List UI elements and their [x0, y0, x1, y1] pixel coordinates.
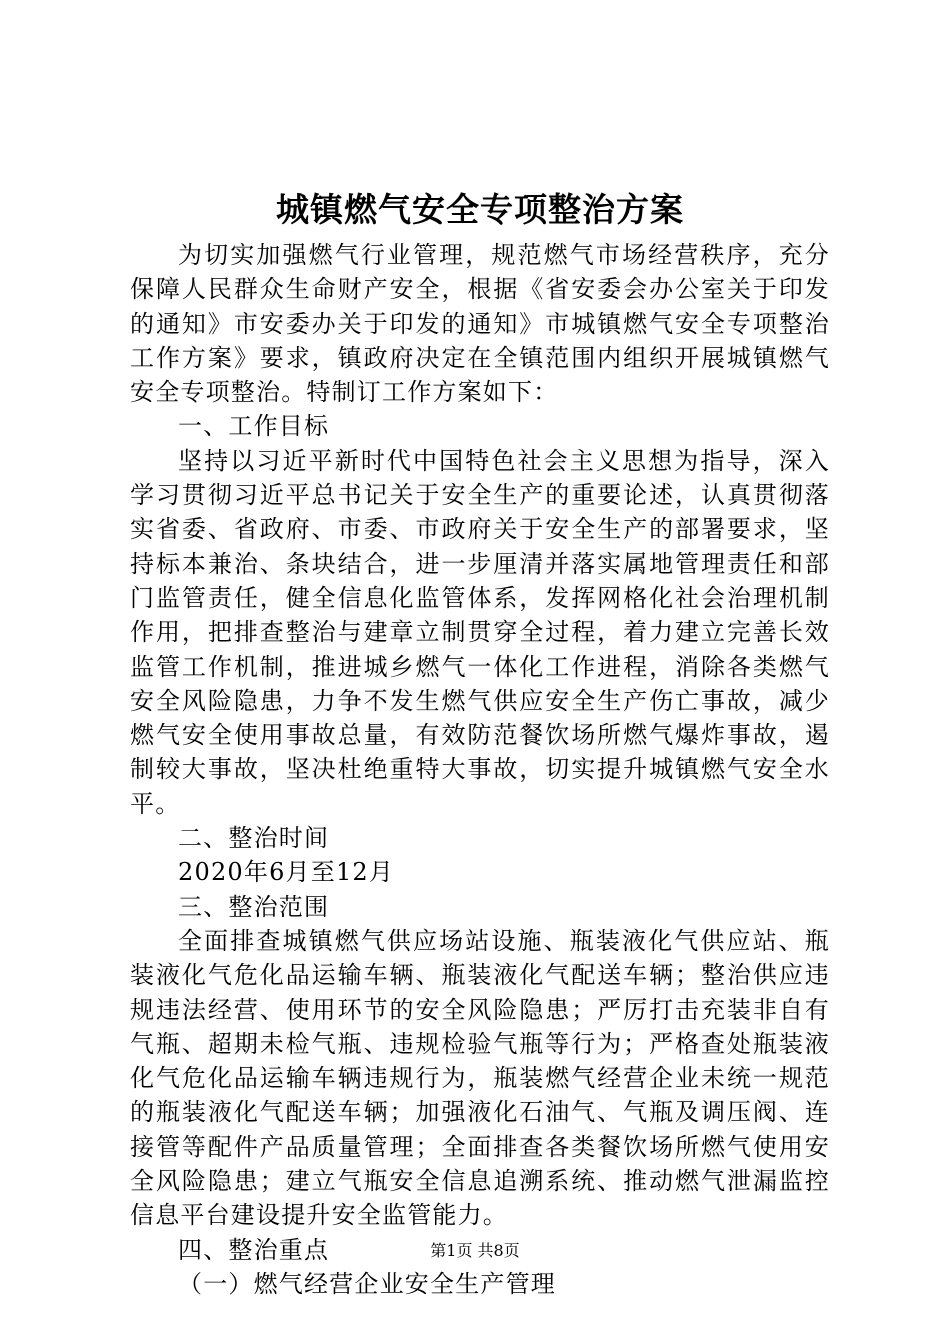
section-heading-focus: 四、整治重点	[178, 1235, 330, 1264]
scope-paragraph: 全面排查城镇燃气供应场站设施、瓶装液化气供应站、瓶装液化气危化品运输车辆、瓶装液化气配送车辆；整治供应违规违法经营、使用环节的安全风险隐患；严厉打击充装非自有气瓶、超期未检气瓶、违规检验气瓶等行为；严格查处瓶装液化气危化品运输车辆违规行为，瓶装燃气经营企业未统一规范的瓶装液化气配送车辆；加强液化石油气、气瓶及调压阀、连接管等配件产品质量管理；全面排查各类餐饮场所燃气使用安全风险隐患；建立气瓶安全信息追溯系统、推动燃气泄漏监控信息平台建设提升安全监管能力。	[130, 926, 830, 1230]
document-title: 城镇燃气安全专项整治方案	[276, 190, 684, 229]
document-page	[130, 186, 830, 1301]
subsection-heading: （一）燃气经营企业安全生产管理	[178, 1269, 556, 1298]
section-heading-scope: 三、整治范围	[178, 892, 330, 921]
intro-paragraph: 为切实加强燃气行业管理，规范燃气市场经营秩序，充分保障人民群众生命财产安全，根据《省安委会办公室关于印发的通知》市安委办关于印发的通知》市城镇燃气安全专项整治工作方案》要求，镇政府决定在全镇范围内组织开展城镇燃气安全专项整治。特制订工作方案如下：	[130, 241, 830, 407]
section-heading-goals: 一、工作目标	[178, 412, 330, 441]
time-paragraph: 2020年6月至12月	[178, 858, 395, 887]
page-number-footer: 第1页 共8页	[430, 1241, 520, 1260]
section-heading-time: 二、整治时间	[178, 824, 330, 853]
goals-paragraph: 坚持以习近平新时代中国特色社会主义思想为指导，深入学习贯彻习近平总书记关于安全生产的重要论述，认真贯彻落实省委、省政府、市委、市政府关于安全生产的部署要求，坚持标本兼治、条块结合，进一步厘清并落实属地管理责任和部门监管责任，健全信息化监管体系，发挥网格化社会治理机制作用，把排查整治与建章立制贯穿全过程，着力建立完善长效监管工作机制，推进城乡燃气一体化工作进程，消除各类燃气安全风险隐患，力争不发生燃气供应安全生产伤亡事故，减少燃气安全使用事故总量，有效防范餐饮场所燃气爆炸事故，遏制较大事故，坚决杜绝重特大事故，切实提升城镇燃气安全水平。	[130, 446, 830, 818]
